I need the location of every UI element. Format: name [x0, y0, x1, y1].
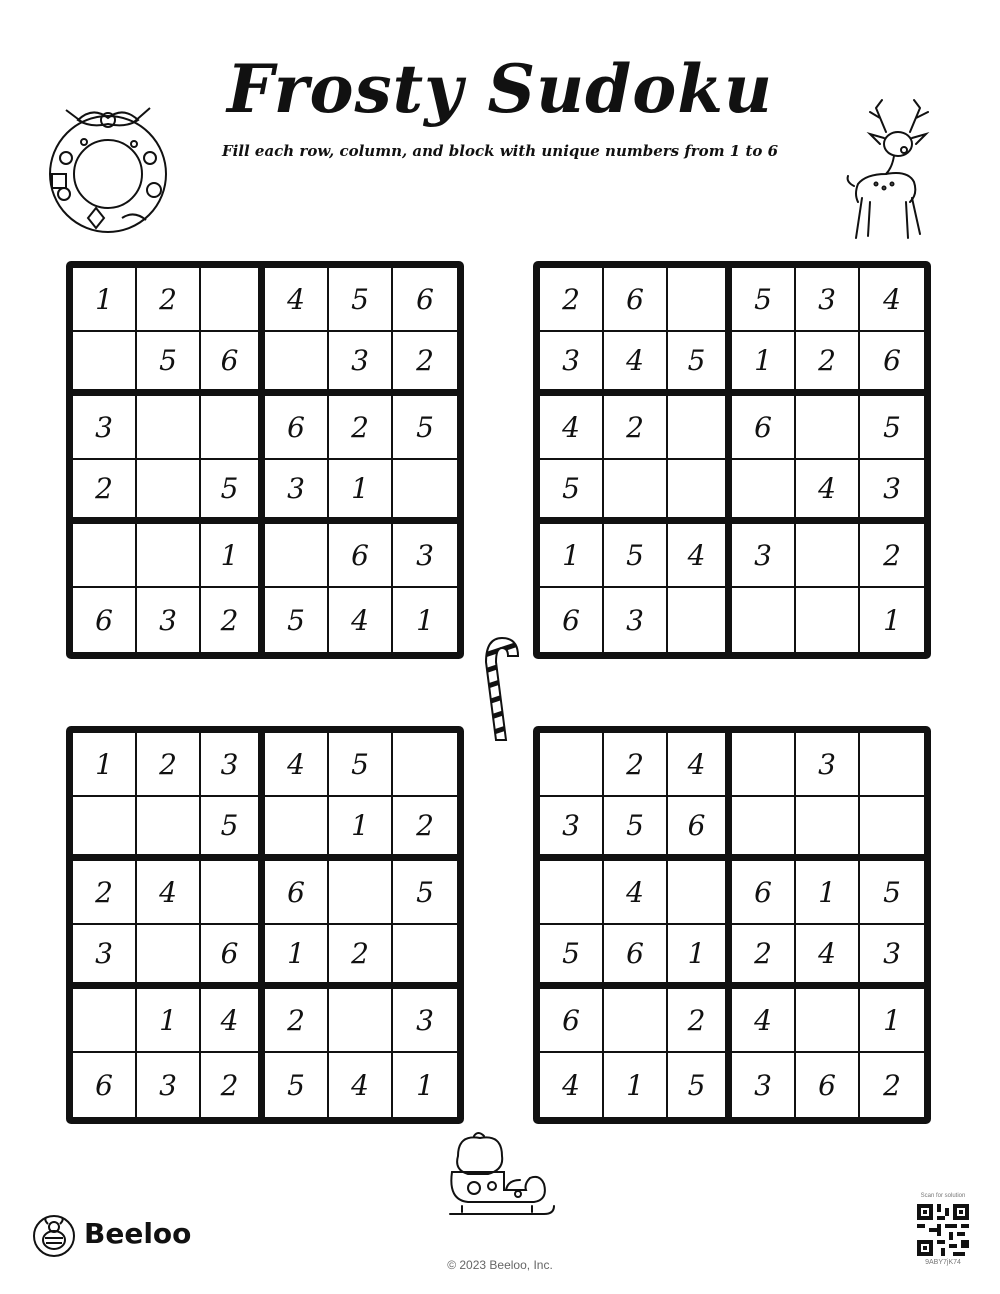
sudoku-cell[interactable]: [201, 268, 265, 332]
sudoku-cell[interactable]: [796, 524, 860, 588]
sudoku-cell[interactable]: 2: [329, 925, 393, 989]
sudoku-cell[interactable]: [796, 989, 860, 1053]
sudoku-cell[interactable]: [860, 733, 924, 797]
sudoku-cell[interactable]: 6: [393, 268, 457, 332]
sudoku-cell[interactable]: 1: [416, 1068, 434, 1102]
sudoku-cell[interactable]: [668, 861, 732, 925]
sudoku-cell[interactable]: [668, 460, 732, 524]
sudoku-cell[interactable]: [796, 588, 860, 652]
sudoku-cell[interactable]: 6: [732, 396, 796, 460]
sudoku-cell[interactable]: [604, 460, 668, 524]
sudoku-cell[interactable]: [265, 797, 329, 861]
sudoku-cell[interactable]: 4: [604, 861, 668, 925]
sudoku-cell[interactable]: [732, 733, 796, 797]
sudoku-cell[interactable]: [668, 396, 732, 460]
wreath-icon: [38, 98, 178, 242]
sudoku-cell[interactable]: [668, 588, 732, 652]
sudoku-cell[interactable]: 6: [540, 989, 604, 1053]
sudoku-cell[interactable]: 5: [329, 733, 393, 797]
sudoku-cell[interactable]: 6: [604, 268, 668, 332]
sudoku-cell[interactable]: 5: [329, 268, 393, 332]
sudoku-cell[interactable]: 2: [73, 861, 137, 925]
sudoku-cell[interactable]: 5: [393, 396, 457, 460]
sudoku-cell[interactable]: 3: [137, 588, 201, 652]
sudoku-cell[interactable]: 6: [604, 925, 668, 989]
sudoku-cell[interactable]: [137, 925, 201, 989]
sudoku-cell[interactable]: 5: [668, 1053, 732, 1117]
sudoku-cell[interactable]: 4: [796, 925, 860, 989]
sudoku-cell[interactable]: [73, 332, 137, 396]
sudoku-cell[interactable]: [796, 797, 860, 861]
sudoku-cell[interactable]: 4: [540, 1053, 604, 1117]
sudoku-cell[interactable]: 6: [668, 797, 732, 861]
sudoku-cell[interactable]: 6: [73, 1053, 137, 1117]
sudoku-cell[interactable]: [137, 524, 201, 588]
sudoku-cell[interactable]: 3: [860, 925, 924, 989]
sudoku-cell[interactable]: 6: [540, 588, 604, 652]
sudoku-cell[interactable]: 5: [860, 861, 924, 925]
sudoku-cell[interactable]: 3: [540, 797, 604, 861]
bee-logo-icon: [32, 1214, 76, 1258]
candy-cane-icon: [476, 632, 524, 744]
sudoku-cell[interactable]: [201, 861, 265, 925]
sudoku-cell[interactable]: 1: [604, 1053, 668, 1117]
sudoku-cell[interactable]: 6: [265, 861, 329, 925]
sudoku-cell[interactable]: [393, 925, 457, 989]
sudoku-cell[interactable]: [796, 396, 860, 460]
sudoku-cell[interactable]: 4: [329, 1053, 393, 1117]
sudoku-cell[interactable]: 4: [265, 733, 329, 797]
sudoku-cell[interactable]: 5: [604, 524, 668, 588]
sudoku-cell[interactable]: 4: [137, 861, 201, 925]
sudoku-cell[interactable]: 4: [329, 588, 393, 652]
sudoku-cell[interactable]: 1: [137, 989, 201, 1053]
sudoku-cell[interactable]: 5: [668, 332, 732, 396]
sudoku-cell[interactable]: 2: [201, 588, 265, 652]
sudoku-cell[interactable]: 5: [265, 1053, 329, 1117]
sudoku-cell[interactable]: [201, 396, 265, 460]
sudoku-cell[interactable]: 4: [796, 460, 860, 524]
sudoku-cell[interactable]: 1: [796, 861, 860, 925]
sudoku-cell[interactable]: 6: [73, 588, 137, 652]
sudoku-cell[interactable]: 2: [668, 989, 732, 1053]
sudoku-cell[interactable]: [540, 861, 604, 925]
sudoku-grid-2: [533, 261, 931, 659]
qr-code-icon[interactable]: [917, 1204, 969, 1256]
sudoku-cell[interactable]: 1: [265, 925, 329, 989]
sudoku-cell[interactable]: 1: [73, 733, 137, 797]
sudoku-cell[interactable]: 6: [201, 332, 265, 396]
sudoku-cell[interactable]: 1: [416, 603, 434, 637]
sudoku-cell[interactable]: 2: [604, 733, 668, 797]
sudoku-cell[interactable]: 1: [329, 460, 393, 524]
sudoku-cell[interactable]: 1: [732, 332, 796, 396]
sudoku-cell[interactable]: 2: [137, 268, 201, 332]
sudoku-cell[interactable]: [329, 861, 393, 925]
sudoku-cell[interactable]: [137, 797, 201, 861]
sudoku-cell[interactable]: 4: [668, 733, 732, 797]
sudoku-cell[interactable]: 4: [201, 989, 265, 1053]
sudoku-cell[interactable]: 6: [796, 1053, 860, 1117]
sudoku-grid-3: [66, 726, 464, 1124]
sudoku-cell[interactable]: 3: [265, 460, 329, 524]
sudoku-cell[interactable]: [265, 332, 329, 396]
sudoku-cell[interactable]: 3: [796, 733, 860, 797]
sudoku-cell[interactable]: [137, 460, 201, 524]
sudoku-cell[interactable]: [393, 460, 457, 524]
sudoku-cell[interactable]: 2: [201, 1053, 265, 1117]
qr-label: Scan for solution: [920, 1193, 966, 1199]
sudoku-cell[interactable]: 4: [860, 268, 924, 332]
page-title: Frosty Sudoku: [227, 50, 773, 128]
sudoku-cell[interactable]: [732, 797, 796, 861]
sudoku-cell[interactable]: 5: [540, 925, 604, 989]
sudoku-cell[interactable]: [73, 524, 137, 588]
sudoku-cell[interactable]: 5: [540, 460, 604, 524]
sudoku-cell[interactable]: 2: [137, 733, 201, 797]
sudoku-cell[interactable]: 3: [73, 396, 137, 460]
sudoku-cell[interactable]: 1: [883, 603, 901, 637]
sudoku-cell[interactable]: 6: [329, 524, 393, 588]
sudoku-cell[interactable]: [732, 460, 796, 524]
sudoku-cell[interactable]: 2: [393, 797, 457, 861]
sudoku-cell[interactable]: 4: [540, 396, 604, 460]
sudoku-cell[interactable]: 2: [393, 332, 457, 396]
sudoku-cell[interactable]: 5: [732, 268, 796, 332]
sudoku-cell[interactable]: 2: [796, 332, 860, 396]
sudoku-cell[interactable]: 5: [604, 797, 668, 861]
sudoku-cell[interactable]: 2: [860, 524, 924, 588]
sudoku-cell[interactable]: 3: [540, 332, 604, 396]
sudoku-cell[interactable]: 5: [860, 396, 924, 460]
sudoku-cell[interactable]: 4: [604, 332, 668, 396]
sudoku-cell[interactable]: 1: [540, 524, 604, 588]
sudoku-cell[interactable]: 5: [265, 588, 329, 652]
copyright-text: © 2023 Beeloo, Inc.: [447, 1258, 553, 1272]
sleigh-icon: [444, 1130, 558, 1224]
sudoku-cell[interactable]: [604, 989, 668, 1053]
sudoku-cell[interactable]: 1: [860, 989, 924, 1053]
sudoku-cell[interactable]: [860, 797, 924, 861]
sudoku-cell[interactable]: [540, 733, 604, 797]
qr-code-text: 9ABY7jK74: [925, 1259, 961, 1266]
brand-name: Beeloo: [84, 1217, 192, 1250]
sudoku-cell[interactable]: 4: [668, 524, 732, 588]
sudoku-cell[interactable]: 6: [860, 332, 924, 396]
sudoku-cell[interactable]: [329, 989, 393, 1053]
sudoku-cell[interactable]: 1: [201, 524, 265, 588]
sudoku-cell[interactable]: 1: [73, 268, 137, 332]
sudoku-cell[interactable]: 3: [393, 989, 457, 1053]
sudoku-cell[interactable]: [732, 588, 796, 652]
sudoku-grid-4: [533, 726, 931, 1124]
sudoku-cell[interactable]: 3: [796, 268, 860, 332]
sudoku-cell[interactable]: 2: [329, 396, 393, 460]
sudoku-grid-1: [66, 261, 464, 659]
sudoku-cell[interactable]: 2: [540, 268, 604, 332]
sudoku-cell[interactable]: [137, 396, 201, 460]
sudoku-cell[interactable]: 2: [604, 396, 668, 460]
sudoku-cell[interactable]: 3: [732, 1053, 796, 1117]
sudoku-cell[interactable]: 3: [604, 588, 668, 652]
sudoku-cell[interactable]: 3: [732, 524, 796, 588]
sudoku-cell[interactable]: 1: [329, 797, 393, 861]
sudoku-cell[interactable]: 4: [265, 268, 329, 332]
sudoku-cell[interactable]: [73, 989, 137, 1053]
sudoku-cell[interactable]: 6: [201, 925, 265, 989]
sudoku-cell[interactable]: 5: [393, 861, 457, 925]
sudoku-cell[interactable]: 3: [201, 733, 265, 797]
sudoku-cell[interactable]: [73, 797, 137, 861]
reindeer-icon: [836, 98, 946, 242]
sudoku-cell[interactable]: [668, 268, 732, 332]
sudoku-cell[interactable]: [393, 733, 457, 797]
sudoku-cell[interactable]: 3: [860, 460, 924, 524]
page-subtitle: Fill each row, column, and block with unique numbers from 1 to 6: [221, 142, 779, 160]
sudoku-cell[interactable]: 5: [201, 797, 265, 861]
sudoku-cell[interactable]: 5: [137, 332, 201, 396]
sudoku-cell[interactable]: 1: [668, 925, 732, 989]
sudoku-cell[interactable]: 2: [265, 989, 329, 1053]
sudoku-cell[interactable]: [265, 524, 329, 588]
sudoku-cell[interactable]: 5: [201, 460, 265, 524]
sudoku-cell[interactable]: 3: [329, 332, 393, 396]
sudoku-cell[interactable]: 2: [883, 1068, 901, 1102]
sudoku-cell[interactable]: 2: [732, 925, 796, 989]
sudoku-cell[interactable]: 3: [137, 1053, 201, 1117]
sudoku-cell[interactable]: 3: [73, 925, 137, 989]
sudoku-cell[interactable]: 3: [393, 524, 457, 588]
sudoku-cell[interactable]: 6: [265, 396, 329, 460]
sudoku-cell[interactable]: 2: [73, 460, 137, 524]
sudoku-cell[interactable]: 6: [732, 861, 796, 925]
sudoku-cell[interactable]: 4: [732, 989, 796, 1053]
